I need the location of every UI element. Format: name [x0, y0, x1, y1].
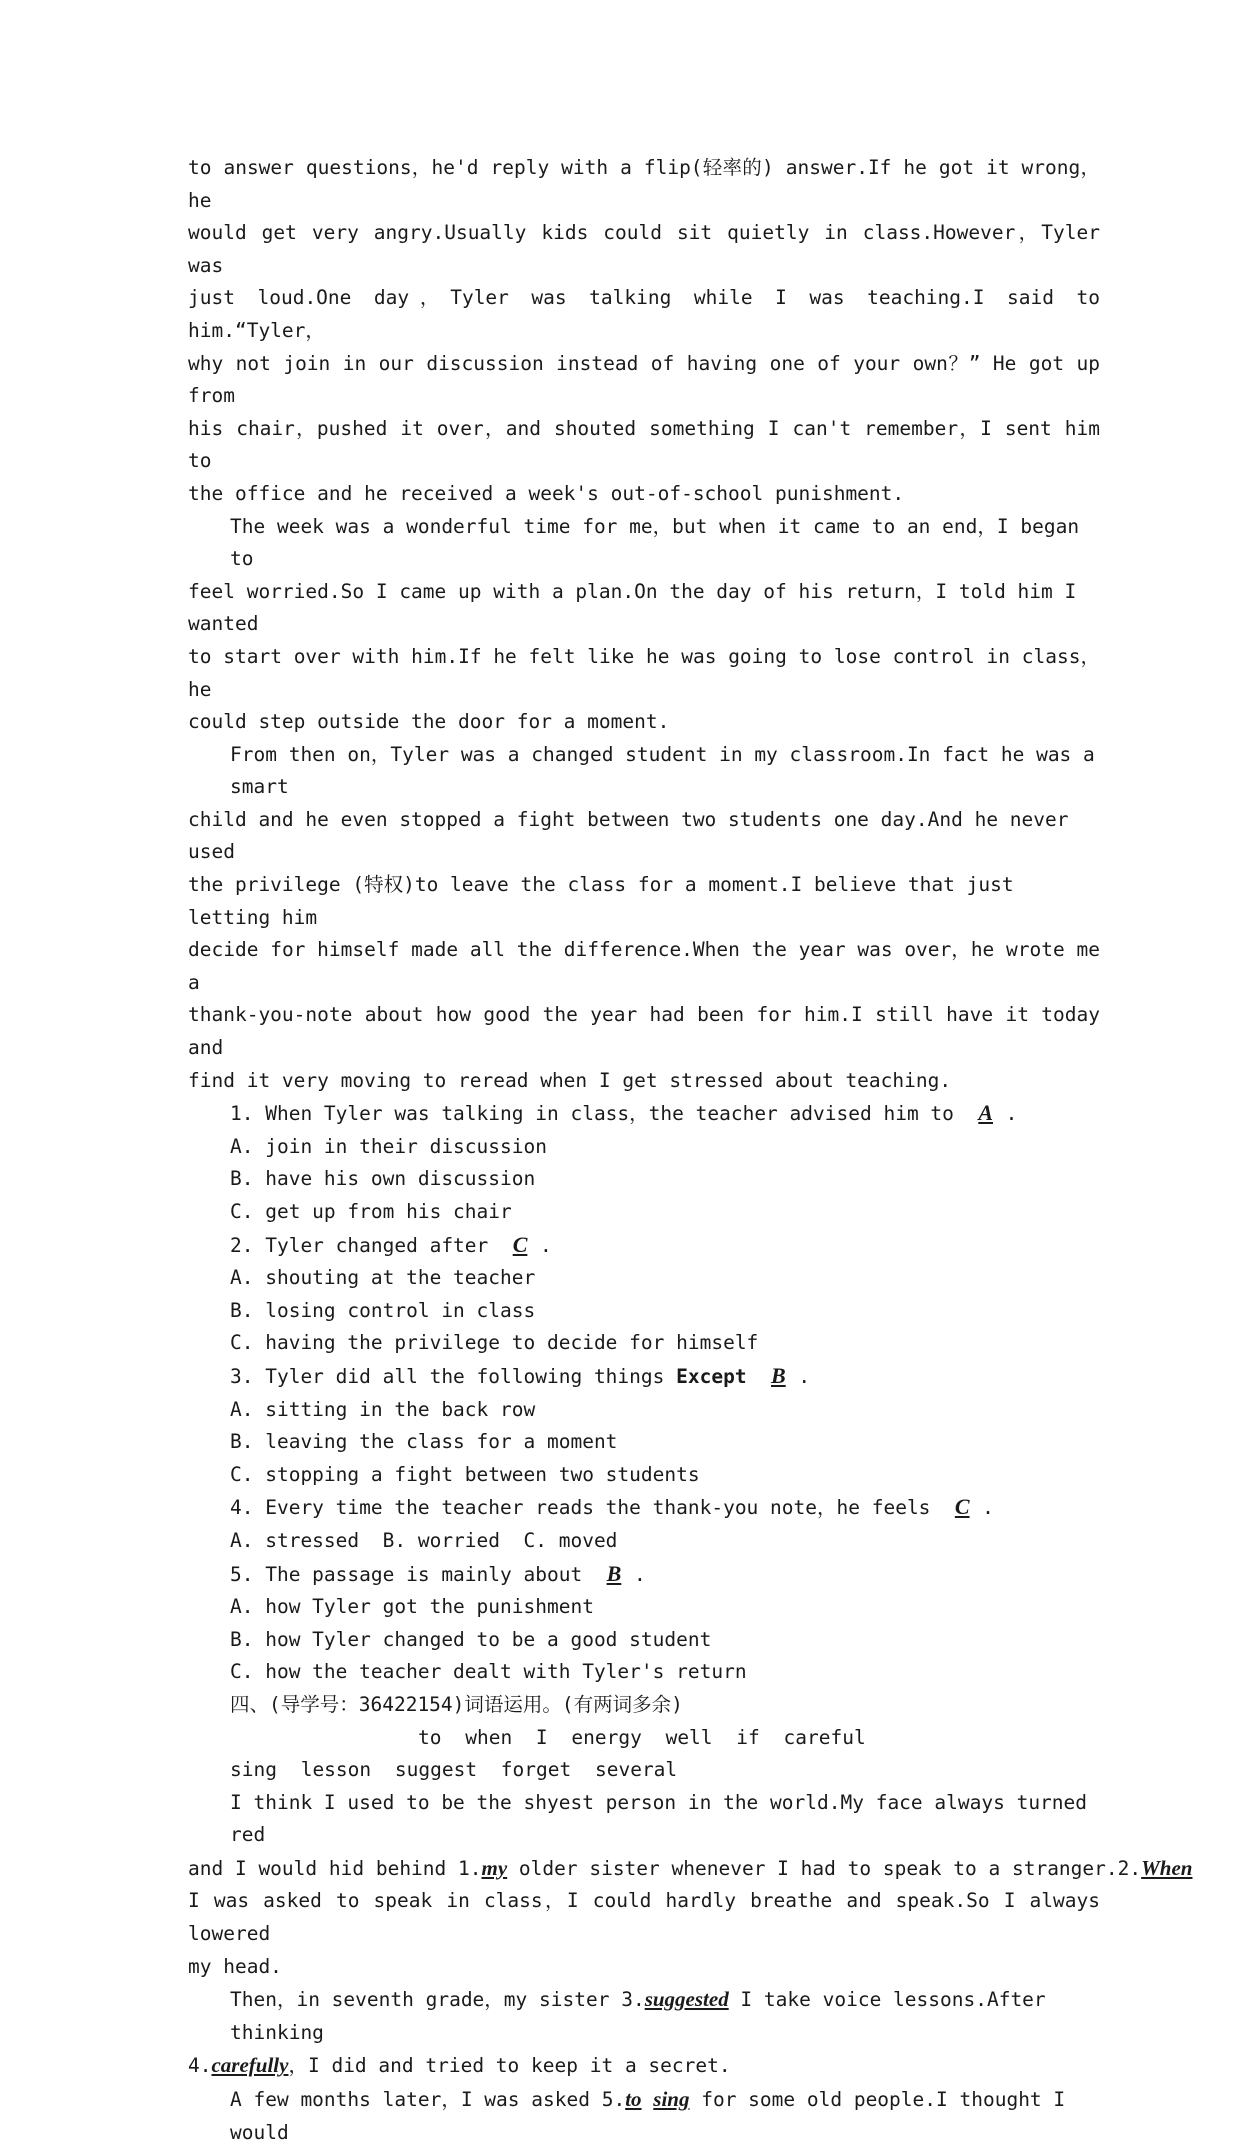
text-line: why not join in our discussion instead of having one of your own？” He got up from: [188, 351, 1100, 408]
option: B. leaving the class for a moment: [230, 1430, 618, 1454]
question-4: [188, 1491, 1100, 1557]
text-line: just loud.One day，Tyler was talking while I was teaching.I said to him.“Tyler，: [188, 286, 1100, 342]
answer-blank: C: [954, 1494, 970, 1520]
text-line: feel worried.So I came up with a plan.On the day of his return，I told him I wanted: [188, 579, 1077, 636]
option: C. get up from his chair: [230, 1200, 512, 1223]
option: B. how Tyler changed to be a good student: [230, 1627, 712, 1651]
option: A. sitting in the back row: [230, 1397, 536, 1421]
text-line: to answer questions，he'd reply with a flip(轻率的) answer.If he got it wrong，he: [188, 156, 1100, 212]
text-line: Then，in seventh grade，my sister 3.suggested I take voice lessons.After thinking: [230, 1987, 1046, 2044]
option: B. losing control in class: [230, 1298, 536, 1322]
text-line: child and he even stopped a fight between two students one day.And he never used: [188, 807, 1069, 864]
filled-answer: When: [1141, 1855, 1193, 1880]
question-stem: 2. Tyler changed after C .: [230, 1229, 1100, 1263]
cloze-passage: [188, 1787, 1193, 2149]
text-line: could step outside the door for a moment.: [188, 710, 670, 734]
text-line: thank-you-note about how good the year had been for him.I still have it today and: [188, 1003, 1100, 1060]
word-bank-line: sing lesson suggest forget several: [230, 1758, 678, 1782]
question-stem: 3. Tyler did all the following things Except B .: [230, 1360, 1100, 1394]
text-line: I think I used to be the shyest person in the world.My face always turned red: [230, 1790, 1088, 1847]
option-row: A. stressed B. worried C. moved: [230, 1528, 618, 1552]
filled-answer: suggested: [644, 1987, 729, 2012]
question-stem: 5. The passage is mainly about B .: [230, 1558, 1100, 1592]
text-line: I was asked to speak in class，I could hardly breathe and speak.So I always lowered: [188, 1889, 1100, 1946]
option: C. having the privilege to decide for himself: [230, 1331, 759, 1355]
except-keyword: Except: [676, 1364, 747, 1388]
text-line: would get very angry.Usually kids could sit quietly in class.However，Tyler was: [188, 221, 1100, 277]
text-line: The week was a wonderful time for me，but when it came to an end，I began to: [230, 514, 1080, 571]
page-content: [188, 152, 1193, 2149]
text-line: his chair，pushed it over，and shouted something I can't remember，I sent him to: [188, 416, 1100, 473]
filled-answer: carefully: [211, 2053, 289, 2078]
question-stem: 4. Every time the teacher reads the thank-you note，he feels C .: [230, 1491, 1100, 1525]
text-line: the privilege (特权)to leave the class for a moment.I believe that just letting him: [188, 873, 1014, 929]
option: C. stopping a fight between two students: [230, 1462, 700, 1486]
text-line: my head.: [188, 1954, 282, 1978]
passage-paragraph-3: [188, 739, 1100, 1098]
text-line: decide for himself made all the difference.When the year was over，he wrote me a: [188, 938, 1100, 994]
text-line: to start over with him.If he felt like he was going to lose control in class，he: [188, 644, 1100, 701]
question-1: [188, 1097, 1100, 1228]
answer-blank: B: [771, 1362, 786, 1388]
passage-paragraph-1: [188, 152, 1100, 511]
filled-answer: to: [625, 2087, 642, 2112]
text-line: the office and he received a week's out-of-school punishment.: [188, 481, 905, 505]
text-line: find it very moving to reread when I get stressed about teaching.: [188, 1068, 952, 1092]
option: A. how Tyler got the punishment: [230, 1595, 594, 1619]
filled-answer: sing: [653, 2087, 690, 2112]
question-3: [188, 1360, 1100, 1491]
text-line: 4.carefully，I did and tried to keep it a secret.: [188, 2053, 731, 2078]
filled-answer: my: [481, 1855, 508, 1880]
question-5: [188, 1558, 1100, 1689]
question-2: [188, 1229, 1100, 1360]
text-line: and I would hid behind 1.my older sister whenever I had to speak to a stranger.2.When: [188, 1855, 1193, 1880]
answer-blank: B: [606, 1560, 622, 1586]
option: C. how the teacher dealt with Tyler's return: [230, 1660, 747, 1684]
text-line: From then on，Tyler was a changed student in my classroom.In fact he was a smart: [230, 742, 1095, 799]
question-stem: 1. When Tyler was talking in class，the teacher advised him to A .: [230, 1097, 1100, 1131]
option: A. join in their discussion: [230, 1134, 547, 1158]
passage-paragraph-2: [188, 511, 1100, 739]
answer-blank: C: [512, 1231, 528, 1257]
text-line: A few months later，I was asked 5.to sing for some old people.I thought I would: [230, 2087, 1066, 2144]
option: B. have his own discussion: [230, 1167, 536, 1191]
word-bank-line: to when I energy well if careful: [418, 1725, 866, 1749]
section-4-heading: 四、(导学号：36422154)词语运用。(有两词多余): [230, 1692, 683, 1716]
answer-blank: A: [978, 1100, 993, 1126]
option: A. shouting at the teacher: [230, 1266, 536, 1290]
